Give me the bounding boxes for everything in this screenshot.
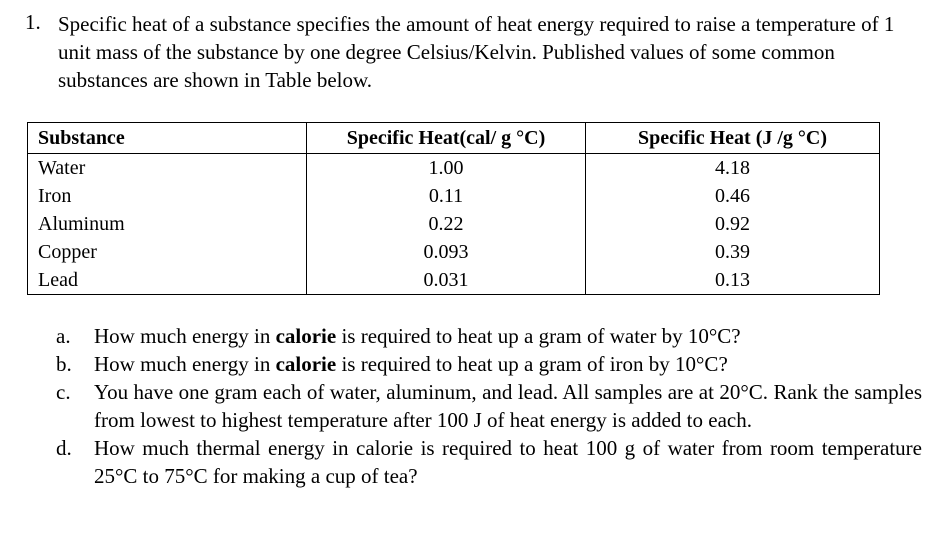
subquestion-d <box>56 434 922 490</box>
subquestion-label: a. <box>56 324 71 348</box>
text-run: How much energy in <box>94 352 276 376</box>
subquestion-label: c. <box>56 380 71 404</box>
text-run: is required to heat up a gram of water by 10°C? <box>336 324 741 348</box>
table-header-row <box>28 123 880 154</box>
joule-value-cell: 0.39 <box>586 238 880 266</box>
header-specific-heat-cal: Specific Heat(cal/ g °C) <box>307 123 586 154</box>
subquestion-label: d. <box>56 436 72 460</box>
subquestion-text: How much thermal energy in calorie is required to heat 100 g of water from room temperature 25°C to 75°C for making a cup of tea? <box>94 436 922 488</box>
bold-keyword: calorie <box>275 324 337 348</box>
subquestion-text <box>94 350 922 378</box>
table-row <box>28 182 880 210</box>
cal-value-cell: 0.093 <box>307 238 586 266</box>
specific-heat-table <box>27 122 880 295</box>
table-row <box>28 210 880 238</box>
substance-cell: Aluminum <box>28 210 307 238</box>
header-specific-heat-joule: Specific Heat (J /g °C) <box>586 123 880 154</box>
cal-value-cell: 0.22 <box>307 210 586 238</box>
joule-value-cell: 4.18 <box>586 154 880 183</box>
substance-cell: Copper <box>28 238 307 266</box>
subquestion-b <box>56 350 922 378</box>
subquestion-label: b. <box>56 352 72 376</box>
substance-cell: Water <box>28 154 307 183</box>
subquestion-text <box>94 322 922 350</box>
joule-value-cell: 0.13 <box>586 266 880 295</box>
header-substance: Substance <box>28 123 307 154</box>
table-row <box>28 238 880 266</box>
joule-value-cell: 0.46 <box>586 182 880 210</box>
subquestion-c <box>56 378 922 434</box>
cal-value-cell: 0.11 <box>307 182 586 210</box>
substance-cell: Iron <box>28 182 307 210</box>
bold-keyword: calorie <box>275 352 337 376</box>
subquestion-a <box>56 322 922 350</box>
question-intro: Specific heat of a substance specifies the amount of heat energy required to raise a temperature of 1 unit mass of the substance by one degree Celsius/Kelvin. Published values of some common substances are shown in Table below. <box>58 12 895 92</box>
table-row <box>28 154 880 183</box>
cal-value-cell: 1.00 <box>307 154 586 183</box>
substance-cell: Lead <box>28 266 307 295</box>
question-number: 1. <box>25 10 41 34</box>
cal-value-cell: 0.031 <box>307 266 586 295</box>
subquestion-text: You have one gram each of water, aluminum, and lead. All samples are at 20°C. Rank the samples from lowest to highest temperature after 100 J of heat energy is added to each. <box>94 380 922 432</box>
table-row <box>28 266 880 295</box>
text-run: is required to heat up a gram of iron by 10°C? <box>336 352 728 376</box>
joule-value-cell: 0.92 <box>586 210 880 238</box>
text-run: How much energy in <box>94 324 276 348</box>
subquestion-list <box>56 322 922 490</box>
